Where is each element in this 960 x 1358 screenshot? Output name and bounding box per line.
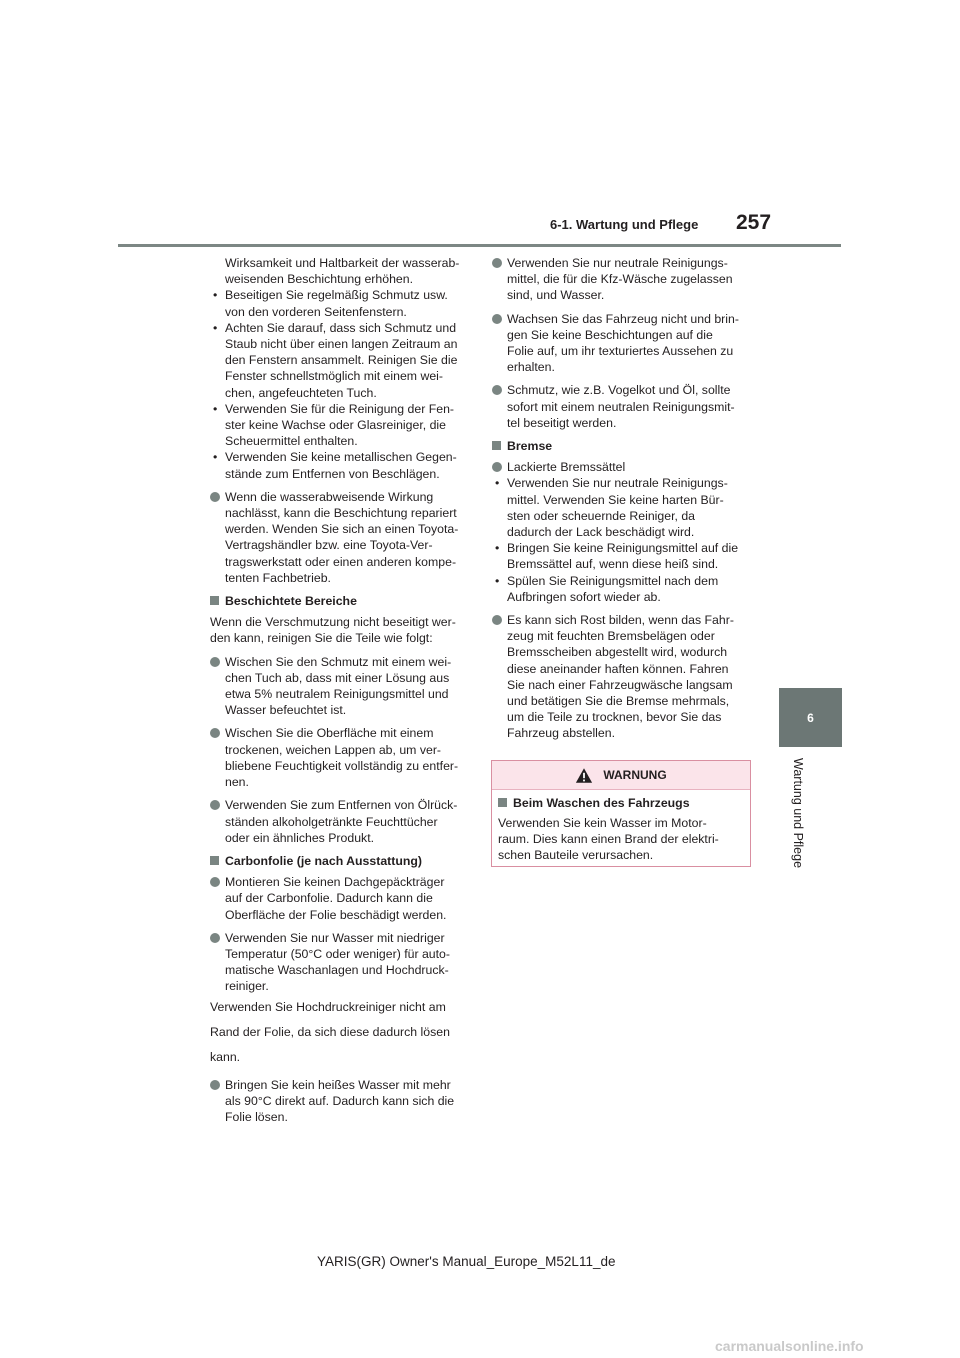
chapter-tab[interactable] bbox=[779, 688, 842, 747]
square-icon bbox=[210, 856, 219, 865]
bullet-item: Bringen Sie kein heißes Wasser mit mehr als 90°C direkt auf. Dadurch kann sich die Folie lösen. bbox=[210, 1077, 472, 1126]
footer-manual-id: YARIS(GR) Owner's Manual_Europe_M52L11_de bbox=[317, 1254, 616, 1269]
bullet-item: Schmutz, wie z.B. Vogelkot und Öl, sollte sofort mit einem neutralen Reinigungsmit- tel beseitigt werden. bbox=[492, 382, 754, 431]
dash-item: • Beseitigen Sie regelmäßig Schmutz usw. von den vorderen Seitenfenstern. bbox=[213, 288, 448, 319]
chapter-label: Wartung und Pflege bbox=[791, 758, 805, 869]
bullet-icon bbox=[492, 258, 502, 268]
dash-item: • Spülen Sie Reinigungsmittel nach dem Aufbringen sofort wieder ab. bbox=[495, 573, 719, 604]
dash-item: • Achten Sie darauf, dass sich Schmutz und Staub nicht über einen langen Zeitraum an den Fenstern ansammelt. Reinigen Sie die Fenster schnellstmöglich mit einem wei- chen, angefeuchteten Tuch. bbox=[213, 320, 458, 400]
bullet-icon bbox=[210, 1080, 220, 1090]
page-number: 257 bbox=[736, 211, 772, 234]
section-heading: Bremse bbox=[492, 438, 754, 454]
bullet-item: Wachsen Sie das Fahrzeug nicht und brin- gen Sie keine Beschichtungen auf die Folie auf, um ihr texturiertes Aussehen zu erhalten. bbox=[492, 311, 754, 376]
bullet-item: Montieren Sie keinen Dachgepäckträger auf der Carbonfolie. Dadurch kann die Oberfläche der Folie beschädigt werden. bbox=[210, 874, 472, 923]
square-icon bbox=[498, 798, 507, 807]
bullet-item: Es kann sich Rost bilden, wenn das Fahr- zeug mit feuchten Bremsbelägen oder Bremsscheiben abgestellt wird, wodurch diese aneinander haften können. Fahren Sie nach einer Fahrzeugwäsche langsam und betätigen Sie die Bremse mehrmals, um die Teile zu trocknen, bevor Sie das Fahrzeug abstellen. bbox=[492, 612, 754, 742]
bullet-icon bbox=[210, 657, 220, 667]
chapter-number: 6 bbox=[807, 710, 814, 725]
warning-triangle-icon bbox=[575, 767, 593, 784]
bullet-item: Verwenden Sie nur Wasser mit niedriger Temperatur (50°C oder weniger) für auto- matische Waschanlagen und Hochdruck- reiniger. bbox=[210, 930, 472, 995]
header-rule bbox=[118, 244, 841, 247]
bullet-icon bbox=[210, 492, 220, 502]
right-column bbox=[492, 255, 754, 749]
bullet-icon bbox=[492, 615, 502, 625]
dash-item: • Verwenden Sie für die Reinigung der Fen- ster keine Wachse oder Glasreiniger, die Scheuermittel enthalten. bbox=[213, 401, 454, 449]
warning-text: Verwenden Sie kein Wasser im Motor- raum. Dies kann einen Brand der elektri- schen Bauteile verursachen. bbox=[498, 816, 719, 862]
bullet-item: Lackierte Bremssättel bbox=[492, 459, 754, 475]
warning-body bbox=[492, 790, 750, 863]
dash-item: • Verwenden Sie keine metallischen Gegen- stände zum Entfernen von Beschlägen. bbox=[213, 450, 457, 481]
warning-title: WARNUNG bbox=[603, 768, 667, 782]
bullet-icon bbox=[210, 933, 220, 943]
warning-heading: Beim Waschen des Fahrzeugs bbox=[498, 795, 744, 811]
square-icon bbox=[210, 596, 219, 605]
bullet-icon bbox=[492, 462, 502, 472]
bullet-item: Wischen Sie den Schmutz mit einem wei- chen Tuch ab, dass mit einer Lösung aus etwa 5% neutralem Reinigungsmittel und Wasser befeuchtet ist. bbox=[210, 654, 472, 719]
watermark: carmanualsonline.info bbox=[715, 1338, 864, 1354]
warning-box bbox=[491, 760, 751, 867]
section-title: 6-1. Wartung und Pflege bbox=[550, 217, 699, 232]
bullet-icon bbox=[210, 800, 220, 810]
paragraph: Wenn die Verschmutzung nicht beseitigt wer- den kann, reinigen Sie die Teile wie folgt: bbox=[210, 615, 456, 646]
section-heading: Beschichtete Bereiche bbox=[210, 593, 472, 609]
warning-header bbox=[492, 761, 750, 790]
plain-text: Rand der Folie, da sich diese dadurch lösen bbox=[210, 1024, 450, 1039]
plain-text: kann. bbox=[210, 1049, 241, 1064]
bullet-icon bbox=[492, 314, 502, 324]
bullet-item: Wischen Sie die Oberfläche mit einem trockenen, weichen Lappen ab, um ver- bliebene Feuchtigkeit vollständig zu entfer- nen. bbox=[210, 725, 472, 790]
continued-text: Wirksamkeit und Haltbarkeit der wasserab- weisenden Beschichtung erhöhen. bbox=[225, 256, 460, 287]
bullet-item: Verwenden Sie zum Entfernen von Ölrück- ständen alkoholgetränkte Feuchttücher oder ein ähnliches Produkt. bbox=[210, 797, 472, 846]
left-column bbox=[210, 255, 472, 1132]
dash-item: • Verwenden Sie nur neutrale Reinigungs- mittel. Verwenden Sie keine harten Bür- sten oder scheuernde Reiniger, da dadurch der Lack beschädigt wird. bbox=[495, 476, 728, 540]
bullet-icon bbox=[210, 877, 220, 887]
bullet-icon bbox=[210, 728, 220, 738]
bullet-item: Wenn die wasserabweisende Wirkung nachlässt, kann die Beschichtung repariert werden. Wenden Sie sich an einen Toyota- Vertragshändler bzw. eine Toyota-Ver- tragswerkstatt oder einen anderen kompe- tenten Fachbetrieb. bbox=[210, 489, 472, 586]
square-icon bbox=[492, 441, 501, 450]
plain-text: Verwenden Sie Hochdruckreiniger nicht am bbox=[210, 999, 446, 1014]
bullet-item: Verwenden Sie nur neutrale Reinigungs- mittel, die für die Kfz-Wäsche zugelassen sind, und Wasser. bbox=[492, 255, 754, 304]
dash-item: • Bringen Sie keine Reinigungsmittel auf die Bremssättel auf, wenn diese heiß sind. bbox=[495, 541, 739, 572]
section-heading: Carbonfolie (je nach Ausstattung) bbox=[210, 853, 472, 869]
bullet-icon bbox=[492, 385, 502, 395]
